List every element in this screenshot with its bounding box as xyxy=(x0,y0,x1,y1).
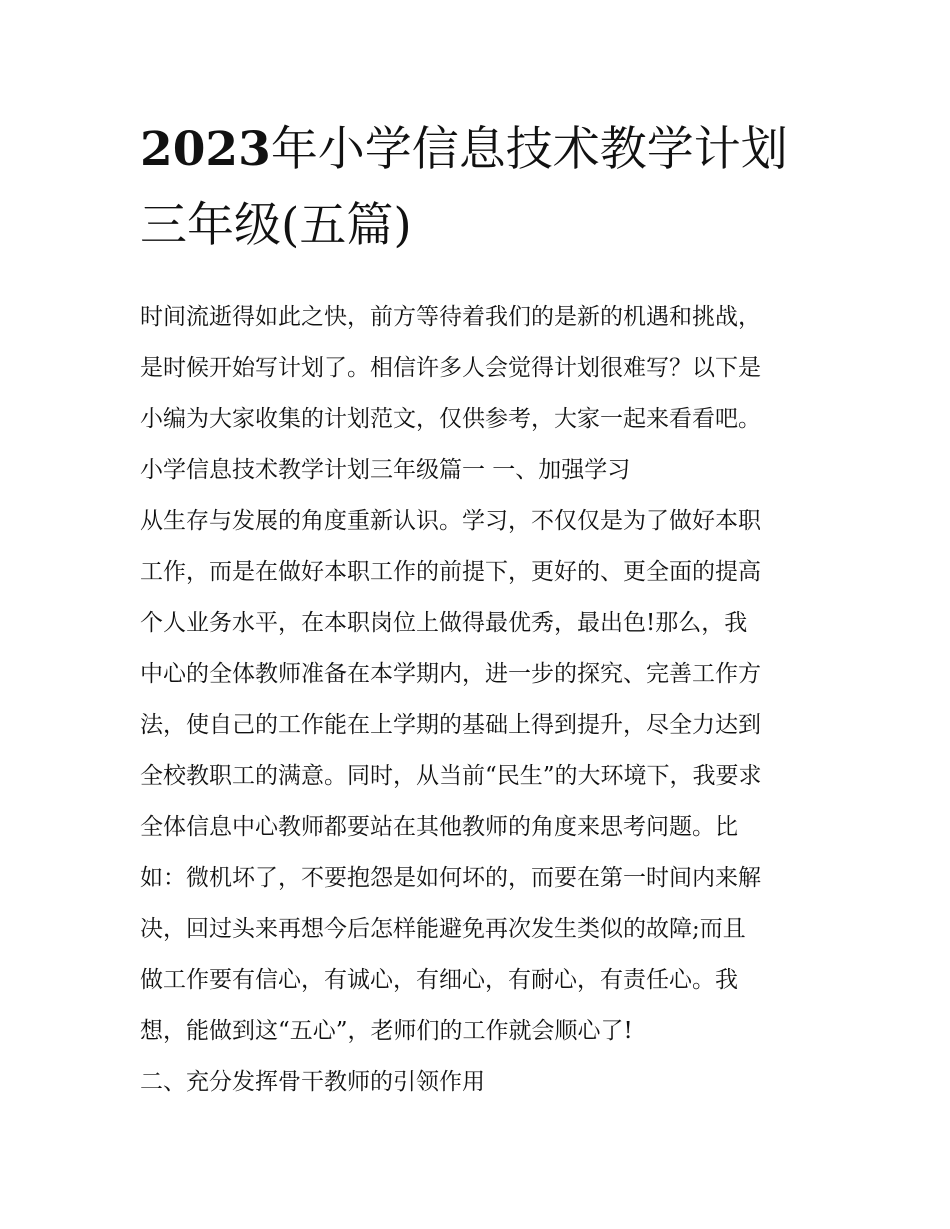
text-line: 中心的全体教师准备在本学期内，进一步的探究、完善工作方 xyxy=(140,661,761,687)
title-line1-text: 年小学信息技术教学计划 xyxy=(270,122,788,177)
text-line: 小编为大家收集的计划范文，仅供参考，大家一起来看看吧。 xyxy=(140,406,761,432)
text-line: 全校教职工的满意。同时，从当前“民生”的大环境下，我要求 xyxy=(140,763,762,789)
text-line: 是时候开始写计划了。相信许多人会觉得计划很难写？以下是 xyxy=(140,355,761,381)
document-page xyxy=(140,112,820,1108)
text-line: 从生存与发展的角度重新认识。学习，不仅仅是为了做好本职 xyxy=(140,508,761,534)
title-line2-text: 三年级(五篇) xyxy=(140,198,412,253)
document-body xyxy=(140,292,820,1108)
text-line: 法，使自己的工作能在上学期的基础上得到提升，尽全力达到 xyxy=(140,712,761,738)
text-line: 如：微机坏了，不要抱怨是如何坏的，而要在第一时间内来解 xyxy=(140,865,761,891)
text-line: 想，能做到这“五心”，老师们的工作就会顺心了! xyxy=(140,1018,633,1044)
text-line: 全体信息中心教师都要站在其他教师的角度来思考问题。比 xyxy=(140,814,738,840)
text-line: 决，回过头来再想今后怎样能避免再次发生类似的故障;而且 xyxy=(140,916,746,942)
section-heading-line: 二、充分发挥骨干教师的引领作用 xyxy=(140,1069,485,1095)
text-line: 做工作要有信心，有诚心，有细心，有耐心，有责任心。我 xyxy=(140,967,738,993)
document-title xyxy=(140,112,820,264)
text-line: 个人业务水平，在本职岗位上做得最优秀，最出色!那么，我 xyxy=(140,610,748,636)
section-heading-line: 小学信息技术教学计划三年级篇一 一、加强学习 xyxy=(140,457,631,483)
text-line: 时间流逝得如此之快，前方等待着我们的是新的机遇和挑战， xyxy=(140,304,761,330)
title-year: 2023 xyxy=(140,122,271,177)
text-line: 工作，而是在做好本职工作的前提下，更好的、更全面的提高 xyxy=(140,559,761,585)
